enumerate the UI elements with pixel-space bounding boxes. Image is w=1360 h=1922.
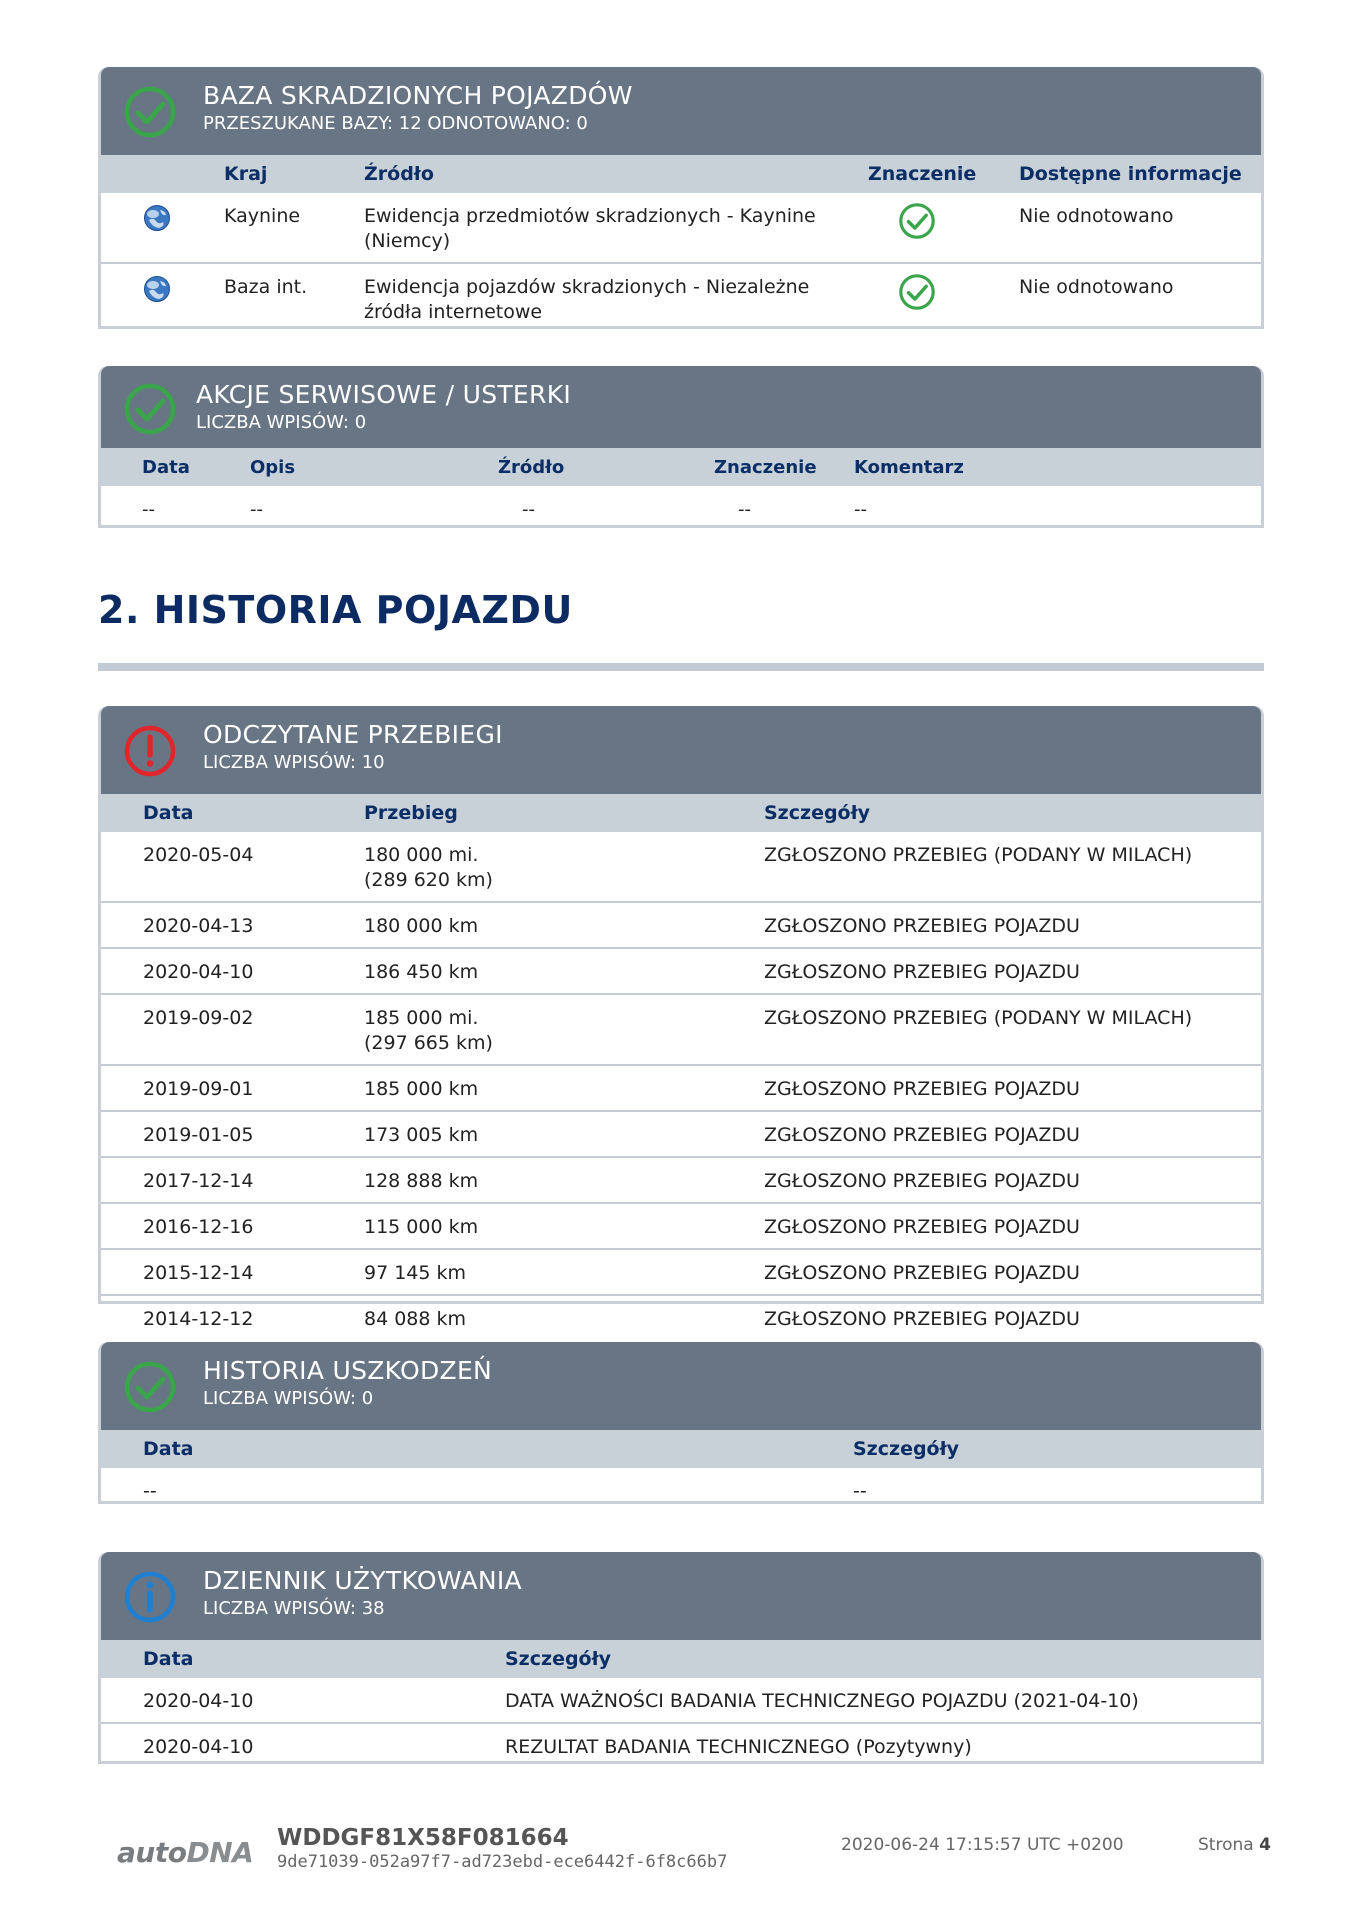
info-cell: Nie odnotowano	[1019, 276, 1174, 298]
col-header: Znaczenie	[868, 163, 977, 185]
stolen-table	[101, 155, 1261, 333]
col-header: Szczegóły	[764, 802, 871, 824]
panel-subtitle: LICZBA WPISÓW: 38	[203, 1598, 385, 1619]
details-cell: DATA WAŻNOŚCI BADANIA TECHNICZNEGO POJAZDU (2021-04-10)	[505, 1690, 1139, 1712]
details-cell: ZGŁOSZONO PRZEBIEG POJAZDU	[764, 1078, 1080, 1100]
cell: --	[142, 499, 155, 520]
damage-table	[101, 1430, 1261, 1512]
mileage-cell	[364, 1157, 764, 1203]
cell: --	[738, 499, 751, 520]
table-row	[101, 1203, 1261, 1249]
table-row	[101, 1249, 1261, 1295]
table-row	[101, 1157, 1261, 1203]
date-cell: 2019-09-01	[143, 1078, 254, 1100]
col-header: Przebieg	[364, 802, 458, 824]
date-cell: 2019-01-05	[143, 1124, 254, 1146]
service-table	[101, 448, 1261, 530]
damage-history-panel	[98, 1342, 1264, 1504]
date-cell: 2017-12-14	[143, 1170, 254, 1192]
panel-title: ODCZYTANE PRZEBIEGI	[203, 720, 503, 749]
table-row	[101, 193, 1261, 263]
mileage-value: 180 000 mi.	[364, 844, 479, 866]
mileage-cell	[364, 948, 764, 994]
table-row	[101, 832, 1261, 902]
vin-number: WDDGF81X58F081664	[277, 1825, 569, 1851]
panel-title: HISTORIA USZKODZEŃ	[203, 1356, 493, 1385]
details-cell: ZGŁOSZONO PRZEBIEG POJAZDU	[764, 1170, 1080, 1192]
usage-log-panel	[98, 1552, 1264, 1764]
details-cell: ZGŁOSZONO PRZEBIEG POJAZDU	[764, 1216, 1080, 1238]
cell: --	[853, 1480, 867, 1502]
col-header: Szczegóły	[505, 1648, 612, 1670]
col-header: Data	[143, 1648, 194, 1670]
date-cell: 2020-04-10	[143, 1736, 254, 1758]
details-cell: REZULTAT BADANIA TECHNICZNEGO (Pozytywny)	[505, 1736, 972, 1758]
mileage-cell	[364, 832, 764, 902]
info-circle-icon	[123, 1570, 177, 1624]
date-cell: 2014-12-12	[143, 1308, 254, 1330]
col-header: Komentarz	[854, 456, 964, 478]
cell: --	[143, 1480, 157, 1502]
mileage-value: 97 145 km	[364, 1262, 467, 1284]
mileage-km-conversion: (289 620 km)	[364, 869, 493, 891]
col-header: Dostępne informacje	[1019, 163, 1242, 185]
page-label: Strona	[1198, 1835, 1254, 1855]
source-cell: Ewidencja przedmiotów skradzionych - Kaynine (Niemcy)	[364, 205, 816, 252]
mileage-cell	[364, 902, 764, 948]
col-header: Znaczenie	[714, 456, 817, 478]
table-row	[101, 486, 1261, 530]
logo-text: auto	[117, 1836, 187, 1869]
details-cell: ZGŁOSZONO PRZEBIEG POJAZDU	[764, 915, 1080, 937]
panel-header	[101, 366, 1261, 448]
details-cell: ZGŁOSZONO PRZEBIEG POJAZDU	[764, 1308, 1080, 1330]
info-cell: Nie odnotowano	[1019, 205, 1174, 227]
country-cell: Kaynine	[224, 205, 301, 227]
date-cell: 2020-04-13	[143, 915, 254, 937]
panel-title: BAZA SKRADZIONYCH POJAZDÓW	[203, 81, 633, 110]
panel-title: AKCJE SERWISOWE / USTERKI	[196, 380, 572, 409]
mileage-cell	[364, 994, 764, 1065]
exclamation-circle-icon	[123, 724, 177, 778]
date-cell: 2020-04-10	[143, 1690, 254, 1712]
details-cell: ZGŁOSZONO PRZEBIEG POJAZDU	[764, 1262, 1080, 1284]
cell: --	[854, 499, 867, 520]
source-cell: Ewidencja pojazdów skradzionych - Niezależne źródła internetowe	[364, 276, 810, 323]
panel-header	[101, 1552, 1261, 1640]
cell: --	[522, 499, 535, 520]
mileage-value: 115 000 km	[364, 1216, 479, 1238]
globe-icon	[143, 204, 171, 232]
mileage-value: 173 005 km	[364, 1124, 479, 1146]
mileage-value: 186 450 km	[364, 961, 479, 983]
mileage-value: 84 088 km	[364, 1308, 467, 1330]
panel-header	[101, 1342, 1261, 1430]
details-cell: ZGŁOSZONO PRZEBIEG POJAZDU	[764, 1124, 1080, 1146]
col-header: Data	[143, 802, 194, 824]
col-header: Data	[143, 1438, 194, 1460]
page-value: 4	[1259, 1835, 1271, 1855]
col-header: Data	[142, 456, 190, 478]
panel-header	[101, 67, 1261, 155]
panel-subtitle: LICZBA WPISÓW: 0	[203, 1388, 374, 1409]
country-cell: Baza int.	[224, 276, 308, 298]
panel-title: DZIENNIK UŻYTKOWANIA	[203, 1566, 522, 1595]
mileage-table	[101, 794, 1261, 1340]
table-row	[101, 1468, 1261, 1512]
col-header: Źródło	[498, 456, 565, 478]
col-header: Szczegóły	[853, 1438, 960, 1460]
service-actions-panel	[98, 366, 1264, 528]
mileage-panel	[98, 706, 1264, 1330]
details-cell: ZGŁOSZONO PRZEBIEG POJAZDU	[764, 961, 1080, 983]
cell: --	[250, 499, 263, 520]
panel-subtitle: PRZESZUKANE BAZY: 12 ODNOTOWANO: 0	[203, 113, 588, 134]
mileage-cell	[364, 1065, 764, 1111]
date-cell: 2015-12-14	[143, 1262, 254, 1284]
panel-header	[101, 706, 1261, 794]
date-cell: 2016-12-16	[143, 1216, 254, 1238]
date-cell: 2019-09-02	[143, 1007, 254, 1029]
mileage-cell	[364, 1203, 764, 1249]
mileage-value: 180 000 km	[364, 915, 479, 937]
table-row	[101, 948, 1261, 994]
usage-table	[101, 1640, 1261, 1768]
check-circle-icon	[123, 1360, 177, 1414]
details-cell: ZGŁOSZONO PRZEBIEG (PODANY W MILACH)	[764, 844, 1193, 866]
check-circle-icon	[898, 202, 936, 240]
mileage-cell	[364, 1111, 764, 1157]
section-divider	[98, 663, 1264, 671]
autodna-logo	[117, 1836, 253, 1869]
table-row	[101, 1111, 1261, 1157]
details-cell: ZGŁOSZONO PRZEBIEG (PODANY W MILACH)	[764, 1007, 1193, 1029]
stolen-vehicles-panel	[98, 67, 1264, 329]
mileage-cell	[364, 1295, 764, 1340]
mileage-cell	[364, 1249, 764, 1295]
mileage-value: 128 888 km	[364, 1170, 479, 1192]
mileage-km-conversion: (297 665 km)	[364, 1032, 493, 1054]
table-row	[101, 1678, 1261, 1723]
check-circle-icon	[123, 382, 177, 436]
col-header: Opis	[250, 456, 296, 478]
globe-icon	[143, 275, 171, 303]
table-row	[101, 263, 1261, 333]
table-row	[101, 994, 1261, 1065]
page-number	[1198, 1835, 1271, 1855]
report-timestamp: 2020-06-24 17:15:57 UTC +0200	[841, 1835, 1124, 1855]
col-header: Kraj	[224, 163, 268, 185]
date-cell: 2020-04-10	[143, 961, 254, 983]
panel-subtitle: LICZBA WPISÓW: 10	[203, 752, 385, 773]
mileage-value: 185 000 km	[364, 1078, 479, 1100]
check-circle-icon	[123, 85, 177, 139]
section-heading: 2. HISTORIA POJAZDU	[98, 588, 573, 632]
check-circle-icon	[898, 273, 936, 311]
logo-text: DNA	[186, 1836, 254, 1869]
panel-subtitle: LICZBA WPISÓW: 0	[196, 412, 367, 433]
col-header: Źródło	[364, 163, 434, 185]
table-row	[101, 902, 1261, 948]
table-row	[101, 1065, 1261, 1111]
date-cell: 2020-05-04	[143, 844, 254, 866]
mileage-value: 185 000 mi.	[364, 1007, 479, 1029]
report-hash: 9de71039-052a97f7-ad723ebd-ece6442f-6f8c66b7	[277, 1852, 728, 1872]
table-row	[101, 1723, 1261, 1768]
table-row	[101, 1295, 1261, 1340]
